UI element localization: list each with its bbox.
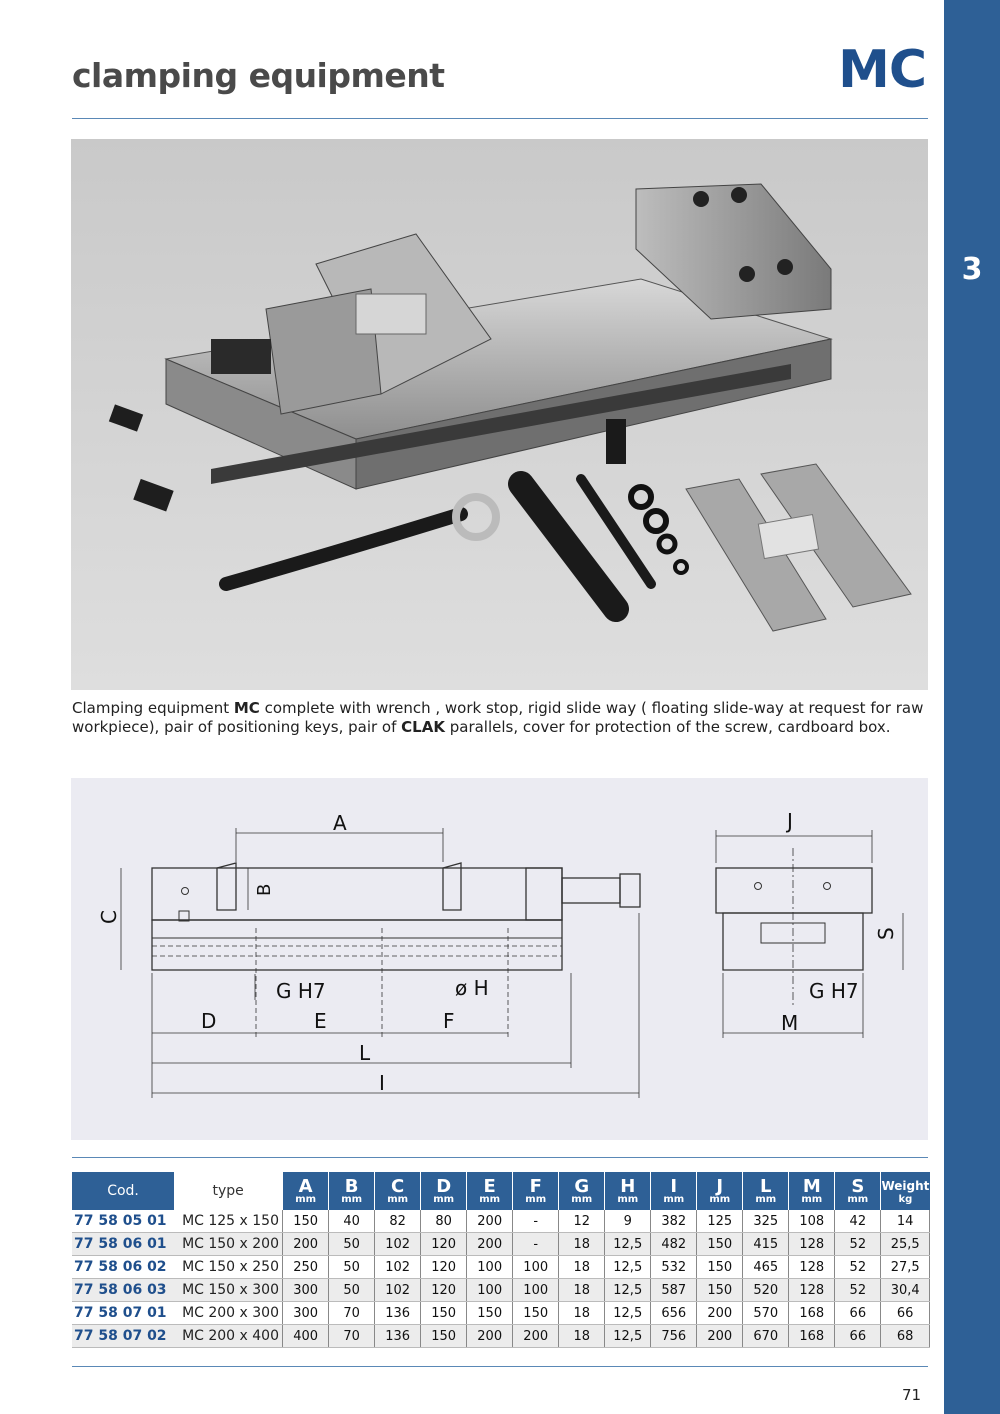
cell-f: 100 [513,1256,559,1279]
column-unit: kg [898,1194,913,1205]
cell-d: 150 [421,1325,467,1348]
column-letter: J [716,1175,724,1197]
column-header-m [789,1172,835,1210]
column-letter: G [574,1175,590,1197]
cell-b: 50 [329,1233,375,1256]
table-body [72,1210,930,1348]
cell-h: 12,5 [605,1256,651,1279]
column-header-f [513,1172,559,1210]
cell-c: 102 [375,1256,421,1279]
cell-j: 200 [697,1325,743,1348]
cell-g: 12 [559,1210,605,1233]
cell-s: 42 [835,1210,881,1233]
cell-c: 102 [375,1233,421,1256]
dim-label-g: G H7 [276,979,326,1003]
column-header-b [329,1172,375,1210]
cell-g: 18 [559,1302,605,1325]
cell-f: - [513,1233,559,1256]
cell-m: 168 [789,1325,835,1348]
cell-i: 482 [651,1233,697,1256]
column-header-s [835,1172,881,1210]
cell-b: 70 [329,1325,375,1348]
column-header-l [743,1172,789,1210]
cell-d: 80 [421,1210,467,1233]
cell-a: 400 [283,1325,329,1348]
column-header-j [697,1172,743,1210]
cell-i: 656 [651,1302,697,1325]
cell-d: 150 [421,1302,467,1325]
column-unit: mm [341,1193,363,1205]
column-letter: M [802,1175,821,1197]
table-row [72,1256,930,1279]
column-unit: mm [847,1193,869,1205]
product-type: MC 200 x 400 [174,1325,283,1348]
cell-s: 52 [835,1279,881,1302]
column-letter: H [620,1175,636,1197]
column-header-cod: Cod. [72,1172,174,1210]
cell-g: 18 [559,1256,605,1279]
cell-weight: 30,4 [881,1279,930,1302]
product-type: MC 200 x 300 [174,1302,283,1325]
cell-e: 200 [467,1325,513,1348]
cell-i: 382 [651,1210,697,1233]
caption-bold-clak: CLAK [401,718,445,736]
cell-g: 18 [559,1279,605,1302]
product-type: MC 150 x 300 [174,1279,283,1302]
cell-g: 18 [559,1233,605,1256]
column-unit: mm [479,1193,501,1205]
cell-m: 128 [789,1233,835,1256]
cell-g: 18 [559,1325,605,1348]
cell-a: 300 [283,1279,329,1302]
column-unit: mm [387,1193,409,1205]
column-header-g [559,1172,605,1210]
column-header-weight [881,1172,930,1210]
table-header-row [72,1172,930,1210]
table-top-rule [72,1157,928,1158]
column-unit: mm [801,1193,823,1205]
cell-h: 12,5 [605,1302,651,1325]
table-row [72,1279,930,1302]
cell-h: 12,5 [605,1233,651,1256]
column-header-h [605,1172,651,1210]
dim-label-h: ø H [455,976,489,1000]
dim-label-i: I [379,1071,385,1095]
dim-label-f: F [443,1009,455,1033]
cell-d: 120 [421,1279,467,1302]
chapter-number: 3 [961,252,983,287]
caption-text-2: complete with wrench , work stop, rigid slide way ( floating slide-way at request for raw workpiece), pair of positioning keys, pair of [72,699,924,736]
dim-label-d: D [201,1009,217,1033]
cell-l: 570 [743,1302,789,1325]
cell-j: 125 [697,1210,743,1233]
cell-l: 670 [743,1325,789,1348]
table-bottom-rule [72,1366,928,1367]
cell-weight: 25,5 [881,1233,930,1256]
cell-l: 325 [743,1210,789,1233]
column-unit: mm [709,1193,731,1205]
column-unit: mm [433,1193,455,1205]
cell-m: 108 [789,1210,835,1233]
product-type: MC 150 x 250 [174,1256,283,1279]
product-type: MC 125 x 150 [174,1210,283,1233]
column-unit: mm [755,1193,777,1205]
dim-label-m: M [781,1011,799,1035]
chapter-sidebar [944,0,1000,1414]
product-type: MC 150 x 200 [174,1233,283,1256]
dim-label-g2: G H7 [809,979,859,1003]
cell-f: 100 [513,1279,559,1302]
column-letter: L [760,1175,772,1197]
page-number: 71 [902,1386,922,1404]
header-rule [72,118,928,119]
cell-i: 756 [651,1325,697,1348]
column-header-d [421,1172,467,1210]
column-letter: S [851,1175,865,1197]
cell-f: - [513,1210,559,1233]
product-code: 77 58 07 02 [72,1325,174,1348]
product-photo [71,139,928,690]
cell-e: 100 [467,1279,513,1302]
dim-label-b: B [254,883,275,896]
column-letter: Weight [881,1179,930,1193]
product-code: 77 58 05 01 [72,1210,174,1233]
cell-j: 150 [697,1233,743,1256]
cell-j: 150 [697,1279,743,1302]
cell-s: 52 [835,1233,881,1256]
cell-weight: 68 [881,1325,930,1348]
cell-c: 136 [375,1325,421,1348]
cell-a: 200 [283,1233,329,1256]
dim-label-c: C [97,910,121,924]
cell-s: 52 [835,1256,881,1279]
cell-b: 50 [329,1256,375,1279]
column-unit: mm [663,1193,685,1205]
column-letter: B [344,1175,359,1197]
table-row [72,1210,930,1233]
cell-a: 300 [283,1302,329,1325]
caption-text-1: Clamping equipment [72,699,234,717]
cell-m: 168 [789,1302,835,1325]
cell-l: 415 [743,1233,789,1256]
column-unit: mm [617,1193,639,1205]
cell-i: 587 [651,1279,697,1302]
cell-j: 200 [697,1302,743,1325]
table-row [72,1233,930,1256]
product-code: 77 58 06 03 [72,1279,174,1302]
dim-label-a: A [333,811,347,835]
cell-s: 66 [835,1302,881,1325]
cell-m: 128 [789,1279,835,1302]
cell-h: 12,5 [605,1325,651,1348]
technical-drawing [71,778,928,1140]
dimensions-table [72,1172,930,1348]
cell-j: 150 [697,1256,743,1279]
column-unit: mm [525,1193,547,1205]
cell-weight: 14 [881,1210,930,1233]
column-letter: E [483,1175,496,1197]
column-header-i [651,1172,697,1210]
caption-text-3: parallels, cover for protection of the screw, cardboard box. [444,718,891,736]
cell-m: 128 [789,1256,835,1279]
model-heading: MC [838,40,926,100]
product-code: 77 58 07 01 [72,1302,174,1325]
product-code: 77 58 06 02 [72,1256,174,1279]
column-letter: F [529,1175,542,1197]
column-letter: I [670,1175,678,1197]
caption-bold-model: MC [233,699,260,717]
column-letter: D [436,1175,452,1197]
cell-a: 150 [283,1210,329,1233]
column-unit: mm [295,1193,317,1205]
page-title: clamping equipment [72,56,445,95]
cell-f: 200 [513,1325,559,1348]
product-description [72,699,932,737]
cell-h: 9 [605,1210,651,1233]
column-header-a [283,1172,329,1210]
cell-b: 70 [329,1302,375,1325]
table-row [72,1302,930,1325]
table-row [72,1325,930,1348]
cell-c: 82 [375,1210,421,1233]
cell-d: 120 [421,1256,467,1279]
column-letter: C [391,1175,405,1197]
column-letter: A [298,1175,313,1197]
dimension-drawing [71,778,928,1140]
cell-e: 150 [467,1302,513,1325]
dim-label-j: J [787,809,793,833]
vise-illustration [71,139,928,690]
cell-d: 120 [421,1233,467,1256]
product-code: 77 58 06 01 [72,1233,174,1256]
cell-i: 532 [651,1256,697,1279]
column-header-c [375,1172,421,1210]
cell-e: 200 [467,1210,513,1233]
cell-b: 50 [329,1279,375,1302]
cell-e: 200 [467,1233,513,1256]
dim-label-e: E [314,1009,327,1033]
dim-label-s: S [874,927,898,940]
cell-h: 12,5 [605,1279,651,1302]
column-unit: mm [571,1193,593,1205]
cell-s: 66 [835,1325,881,1348]
cell-e: 100 [467,1256,513,1279]
cell-b: 40 [329,1210,375,1233]
cell-weight: 27,5 [881,1256,930,1279]
cell-c: 136 [375,1302,421,1325]
column-header-type: type [174,1172,283,1210]
cell-weight: 66 [881,1302,930,1325]
dim-label-l: L [359,1041,371,1065]
cell-c: 102 [375,1279,421,1302]
cell-l: 520 [743,1279,789,1302]
cell-l: 465 [743,1256,789,1279]
cell-f: 150 [513,1302,559,1325]
column-header-e [467,1172,513,1210]
cell-a: 250 [283,1256,329,1279]
